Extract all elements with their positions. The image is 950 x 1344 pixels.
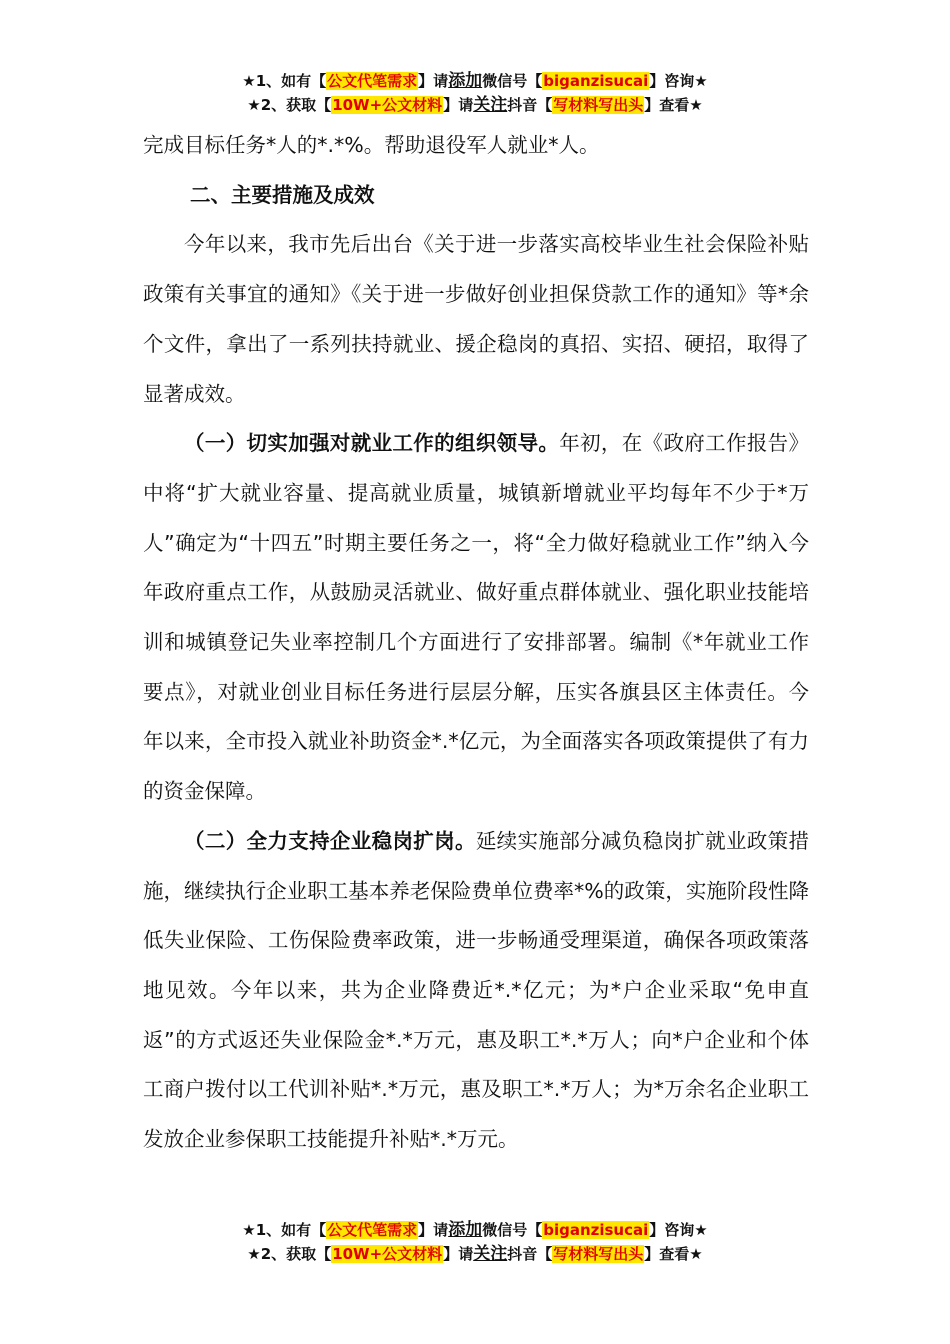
footer-banner [0, 1218, 950, 1266]
section-2-text: 延续实施部分减负稳岗扩就业政策措施，继续执行企业职工基本养老保险费单位费率*%的政策，实施阶段性降低失业保险、工伤保险费率政策，进一步畅通受理渠道，确保各项政策落地见效。今年以来，共为企业降费近*.*亿元；为*户企业采取“免申直返”的方式返还失业保险金*.*万元，惠及职工*.*万人；向*户企业和个体工商户拨付以工代训补贴*.*万元，惠及职工*.*万人；为*万余名企业职工发放企业参保职工技能提升补贴*.*万元。 [143, 828, 809, 1152]
section-1-lead: （一）切实加强对就业工作的组织领导。 [184, 431, 560, 456]
footer-line-2: ★2、获取【10W+公文材料】请关注抖音【写材料写出头】查看★ [247, 1244, 703, 1264]
paragraph-continued: 完成目标任务*人的*.*%。帮助退役军人就业*人。 [143, 133, 600, 157]
highlight-wechat-id: biganzisucai [543, 72, 649, 90]
paragraph-section-1 [143, 419, 809, 817]
section-heading: 二、主要措施及成效 [190, 182, 375, 207]
highlight-douyin: 写材料写出头 [553, 96, 644, 114]
section-1-text: 年初，在《政府工作报告》中将“扩大就业容量、提高就业质量，城镇新增就业平均每年不少于*万人”确定为“十四五”时期主要任务之一，将“全力做好稳就业工作”纳入今年政府重点工作，从鼓励灵活就业、做好重点群体就业、强化职业技能培训和城镇登记失业率控制几个方面进行了安排部署。编制《*年就业工作要点》，对就业创业目标任务进行层层分解，压实各旗县区主体责任。今年以来，全市投入就业补助资金*.*亿元，为全面落实各项政策提供了有力的资金保障。 [143, 431, 810, 804]
banner-line-1: ★1、如有【公文代笔需求】请添加微信号【biganzisucai】咨询★ [242, 71, 708, 91]
banner-line-2: ★2、获取【10W+公文材料】请关注抖音【写材料写出头】查看★ [247, 95, 703, 115]
paragraph-section-2 [143, 817, 809, 1165]
highlight-service: 公文代笔需求 [327, 1221, 418, 1239]
highlight-materials: 10W+公文材料 [332, 1245, 443, 1263]
paragraph-intro: 今年以来，我市先后出台《关于进一步落实高校毕业生社会保险补贴政策有关事宜的通知》《关于进一步做好创业担保贷款工作的通知》等*余个文件，拿出了一系列扶持就业、援企稳岗的真招、实招、硬招，取得了显著成效。 [143, 232, 809, 406]
footer-line-1: ★1、如有【公文代笔需求】请添加微信号【biganzisucai】咨询★ [242, 1220, 708, 1240]
highlight-service: 公文代笔需求 [327, 72, 418, 90]
document-body [143, 121, 809, 1165]
section-2-lead: （二）全力支持企业稳岗扩岗。 [184, 828, 476, 853]
header-banner [0, 69, 950, 117]
highlight-wechat-id: biganzisucai [543, 1221, 649, 1239]
highlight-materials: 10W+公文材料 [332, 96, 443, 114]
highlight-douyin: 写材料写出头 [553, 1245, 644, 1263]
